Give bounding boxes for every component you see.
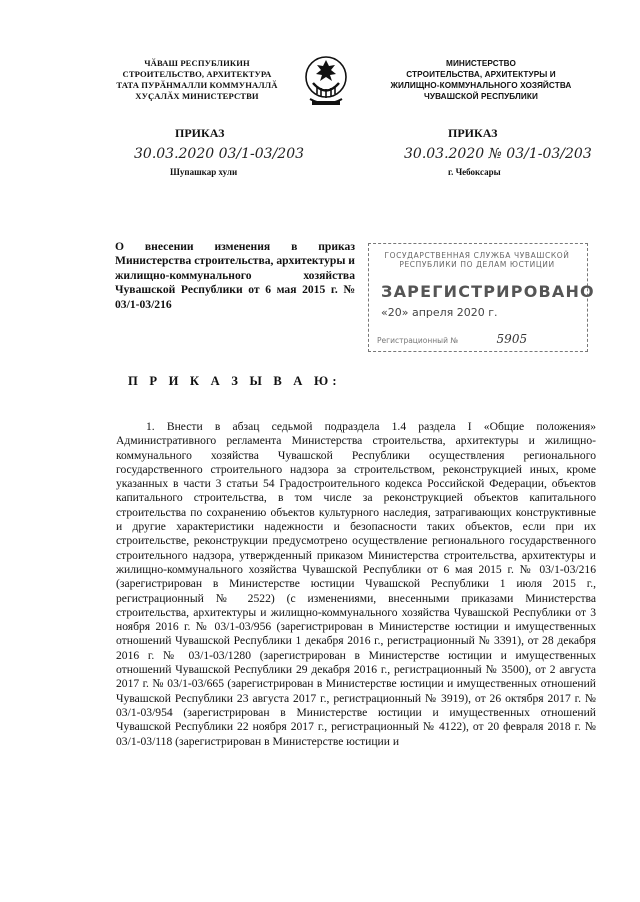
place-left: Шупашкар хули bbox=[170, 167, 238, 177]
header-right-line: МИНИСТЕРСТВО bbox=[446, 59, 516, 68]
header-left-line: СТРОИТЕЛЬСТВО, АРХИТЕКТУРА bbox=[122, 69, 272, 79]
header-right-line: СТРОИТЕЛЬСТВА, АРХИТЕКТУРЫ И bbox=[406, 70, 556, 79]
header-left-line: ТАТА ПУРӐНМАЛЛИ КОММУНАЛЛӐ bbox=[116, 80, 278, 90]
stamp-line-2: РЕСПУБЛИКИ ПО ДЕЛАМ ЮСТИЦИИ bbox=[399, 260, 555, 269]
order-directive-word: П Р И К А З Ы В А Ю: bbox=[128, 374, 341, 388]
coat-of-arms-emblem bbox=[303, 50, 349, 112]
stamp-number-label: Регистрационный № bbox=[377, 336, 459, 345]
stamp-date: «20» апреля 2020 г. bbox=[381, 306, 498, 319]
document-body bbox=[116, 420, 596, 749]
emblem-icon bbox=[303, 50, 349, 112]
order-label-left: ПРИКАЗ bbox=[175, 126, 225, 140]
order-number-left-handwritten: 30.03.2020 03/1-03/203 bbox=[134, 146, 305, 162]
stamp-registered: ЗАРЕГИСТРИРОВАНО bbox=[381, 282, 595, 301]
header-right-ministry-name bbox=[368, 58, 594, 102]
header-left-ministry-name bbox=[88, 58, 306, 102]
place-right: г. Чебоксары bbox=[448, 167, 501, 177]
paragraph: 1. Внести в абзац седьмой подраздела 1.4 раздела I «Общие положения» Административного регламента Министерства строительства, архитектуры и жилищно-коммунального хозяйства Чувашской Республики осуществления регионального государственного строительного надзора за строительством, реконструкцией иных, кроме указанных в части 3 статьи 54 Градостроительного кодекса Российской Федерации, объектов капитального строительства, в том числе за реконструкцией объектов капитального строительства по сохранению объектов культурного наследия, затрагивающих конструктивные и другие характеристики надежности и безопасности таких объектов, если при их строительстве, реконструкции предусмотрено осуществление регионального государственного строительного надзора, утвержденный приказом Министерства строительства, архитектуры и жилищно-коммунального хозяйства Чувашской Республики от 6 мая 2015 г. № 03/1-03/216 (зарегистрирован в Министерстве юстиции Чувашской Республики 1 июля 2015 г., регистрационный № 2522) (с изменениями, внесенными приказами Министерства строительства, архитектуры и жилищно-коммунального хозяйства Чувашской Республики от 3 ноября 2016 г. № 03/1-03/956 (зарегистрирован в Министерстве юстиции и имущественных отношений Чувашской Республики 1 декабря 2016 г., регистрационный № 3391), от 28 декабря 2016 г. № 03/1-03/1280 (зарегистрирован в Министерстве юстиции и имущественных отношений Чувашской Республики 29 декабря 2016 г., регистрационный № 3500), от 2 августа 2017 г. № 03/1-03/665 (зарегистрирован в Министерстве юстиции и имущественных отношений Чувашской Республики 23 августа 2017 г., регистрационный № 3919), от 26 октября 2017 г. № 03/1-03/954 (зарегистрирован в Министерстве юстиции и имущественных отношений Чувашской Республики 22 ноября 2017 г., регистрационный № 4122), от 20 февраля 2018 г. № 03/1-03/118 (зарегистрирован в Министерстве юстиции и bbox=[116, 420, 596, 748]
stamp-line-1: ГОСУДАРСТВЕННАЯ СЛУЖБА ЧУВАШСКОЙ bbox=[384, 251, 570, 260]
order-title: О внесении изменения в приказ Министерства строительства, архитектуры и жилищно-коммунального хозяйства Чувашской Республики от 6 мая 2015 г. № 03/1-03/216 bbox=[115, 240, 355, 311]
header-left-line: ХУҪАЛӐХ МИНИСТЕРСТВИ bbox=[135, 91, 259, 101]
registration-stamp bbox=[368, 243, 595, 352]
header-right-line: ЧУВАШСКОЙ РЕСПУБЛИКИ bbox=[424, 92, 538, 101]
header-left-line: ЧӐВАШ РЕСПУБЛИКИН bbox=[144, 58, 250, 68]
header-right-line: ЖИЛИЩНО-КОММУНАЛЬНОГО ХОЗЯЙСТВА bbox=[390, 81, 572, 90]
stamp-number-row bbox=[377, 332, 577, 346]
stamp-number: 5905 bbox=[496, 332, 528, 346]
order-number-right-handwritten: 30.03.2020 № 03/1-03/203 bbox=[404, 146, 592, 162]
order-label-right: ПРИКАЗ bbox=[448, 126, 498, 140]
